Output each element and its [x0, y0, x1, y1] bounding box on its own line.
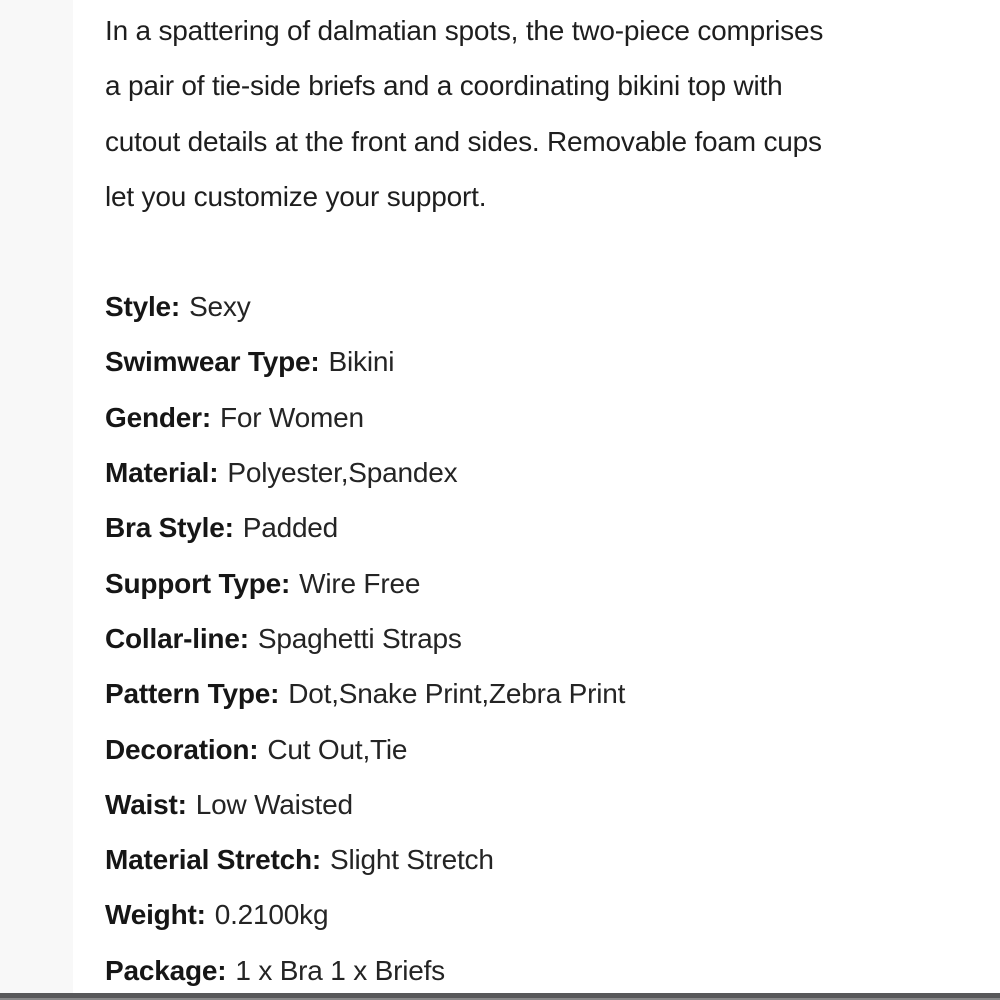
attribute-value: Wire Free: [299, 567, 421, 599]
attribute-value: Polyester,Spandex: [227, 457, 458, 489]
left-gutter: [0, 0, 73, 1000]
attribute-value: 0.2100kg: [214, 899, 329, 931]
attribute-label: Support Type:: [105, 567, 291, 599]
product-description-section: [105, 3, 980, 998]
attribute-label: Bra Style:: [105, 512, 234, 544]
attribute-value: Slight Stretch: [330, 844, 494, 876]
attribute-row-decoration: [105, 722, 980, 777]
attribute-row-waist: [105, 777, 980, 832]
attribute-row-weight: [105, 887, 980, 942]
attribute-value: Cut Out,Tie: [267, 733, 408, 765]
attribute-row-collar-line: [105, 611, 980, 666]
attribute-value: Padded: [242, 512, 339, 544]
description-line: a pair of tie-side briefs and a coordinating bikini top with: [105, 70, 783, 102]
attribute-label: Decoration:: [105, 733, 259, 765]
product-description: [105, 3, 980, 224]
bottom-divider-bar: [0, 993, 1000, 1000]
attribute-row-swimwear-type: [105, 334, 980, 389]
attribute-label: Gender:: [105, 401, 211, 433]
attribute-label: Material:: [105, 457, 219, 489]
attribute-value: Bikini: [328, 346, 395, 378]
product-attributes-list: [105, 279, 980, 998]
attribute-value: 1 x Bra 1 x Briefs: [235, 954, 445, 986]
attribute-label: Package:: [105, 954, 227, 986]
description-line: cutout details at the front and sides. Removable foam cups: [105, 125, 822, 157]
attribute-value: Low Waisted: [195, 788, 353, 820]
attribute-row-gender: [105, 390, 980, 445]
description-line: let you customize your support.: [105, 180, 487, 212]
attribute-value: Spaghetti Straps: [257, 622, 462, 654]
attribute-label: Material Stretch:: [105, 844, 321, 876]
attribute-row-material-stretch: [105, 832, 980, 887]
attribute-row-bra-style: [105, 500, 980, 555]
attribute-row-support-type: [105, 556, 980, 611]
attribute-label: Pattern Type:: [105, 678, 280, 710]
attribute-label: Collar-line:: [105, 622, 249, 654]
description-line: In a spattering of dalmatian spots, the two-piece comprises: [105, 15, 824, 46]
attribute-label: Weight:: [105, 899, 206, 931]
attribute-row-pattern-type: [105, 666, 980, 721]
attribute-value: For Women: [219, 401, 364, 433]
attribute-row-style: [105, 279, 980, 334]
attribute-row-package: [105, 943, 980, 998]
attribute-row-material: [105, 445, 980, 500]
attribute-label: Style:: [105, 291, 181, 323]
attribute-value: Dot,Snake Print,Zebra Print: [288, 678, 626, 710]
attribute-label: Swimwear Type:: [105, 346, 320, 378]
attribute-label: Waist:: [105, 788, 187, 820]
attribute-value: Sexy: [189, 291, 251, 323]
